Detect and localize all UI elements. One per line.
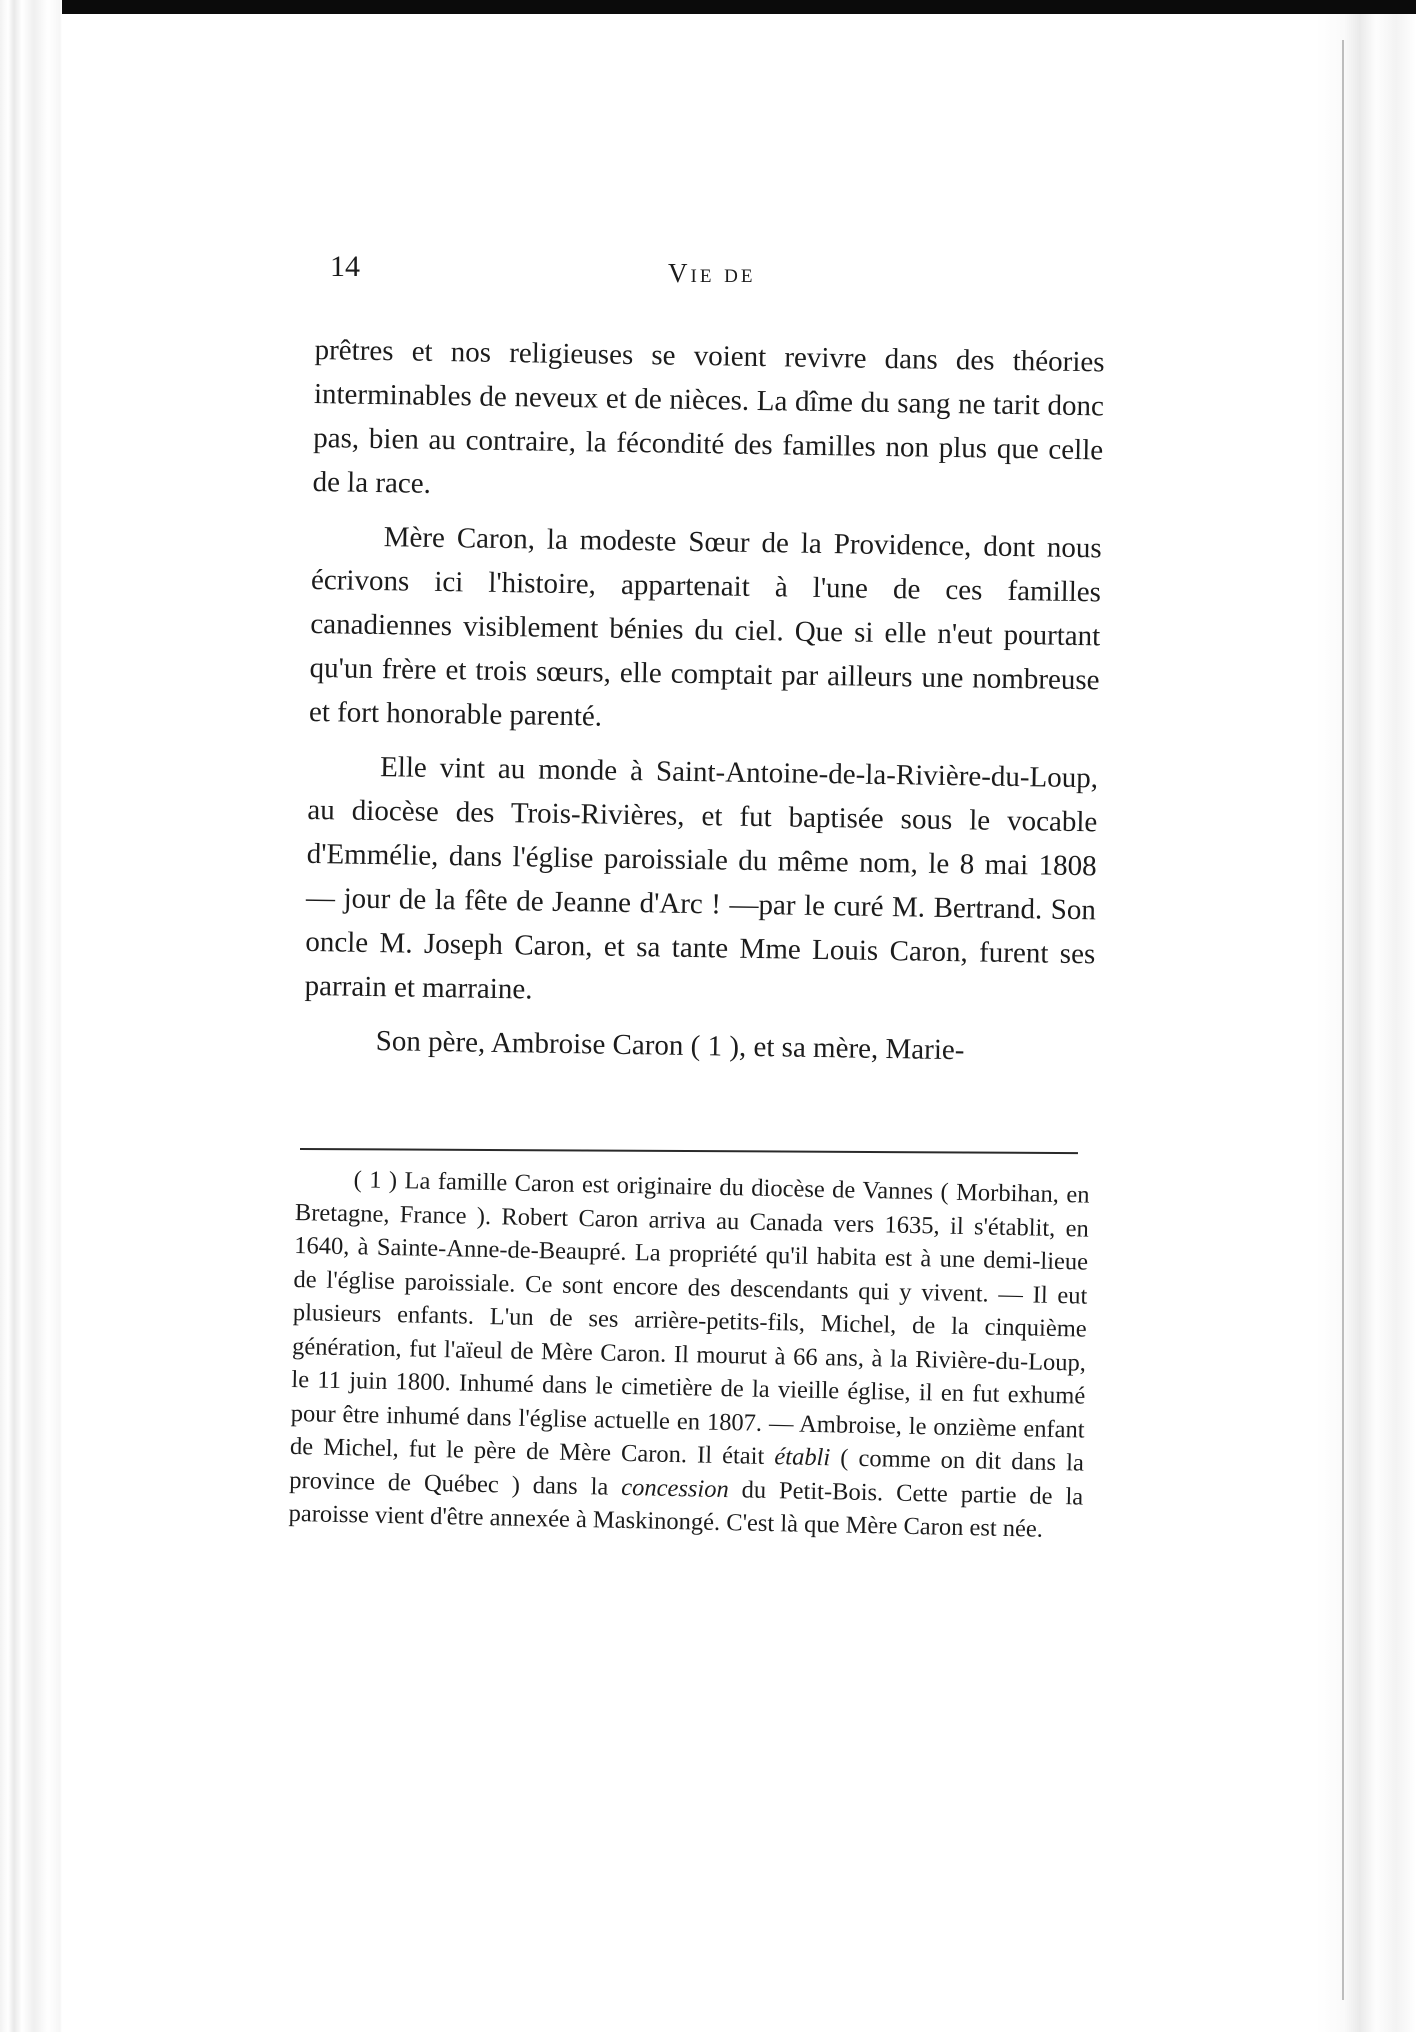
scan-right-gutter: [1316, 14, 1416, 2032]
scan-left-edge: [0, 0, 62, 2032]
footnote-part: ( comme on dit dans la province de Québec ) dans la: [289, 1444, 1085, 1501]
footnote-separator: [300, 1148, 1078, 1154]
footnote-part: ( 1 ) La famille Caron est originaire du diocèse de Vannes ( Morbihan, en Bretagne, France ). Robert Caron arriva au Canada vers 1635, il s'établit, en 1640, à Sainte-Anne-de-Beaupré. La propriété qu'il habita est à une demi-lieue de l'église paroissiale. Ce sont encore des descendants qui y vivent. — Il eut plusieurs enfants. L'un de ses arrière-petits-fils, Michel, de la cinquième génération, fut l'aïeul de Mère Caron. Il mourut à 66 ans, à la Rivière-du-Loup, le 11 juin 1800. Inhumé dans le cimetière de la vieille église, il en fut exhumé pour être inhumé dans l'église actuelle en 1807. — Ambroise, le onzième enfant de Michel, fut le père de Mère Caron. Il était: [289, 1166, 1090, 1470]
running-head: Vie de: [668, 258, 756, 288]
paragraph: Elle vint au monde à Saint-Antoine-de-la-Rivière-du-Loup, au diocèse des Trois-Rivières, et fut baptisée sous le vocable d'Emmélie, dans l'église paroissiale du même nom, le 8 mai 1808 — jour de la fête de Jeanne d'Arc ! —par le curé M. Bertrand. Son oncle M. Joseph Caron, et sa tante Mme Louis Caron, furent ses parrain et marraine.: [304, 751, 1099, 1006]
paragraph: Son père, Ambroise Caron ( 1 ), et sa mère, Marie-: [375, 1025, 965, 1067]
page-number: 14: [330, 250, 360, 283]
scan-page-edge-line: [1342, 40, 1344, 2000]
footnote-italic: concession: [620, 1473, 730, 1503]
body-text: [303, 328, 1104, 1074]
footnote: [288, 1162, 1090, 1547]
paragraph: prêtres et nos religieuses se voient revivre dans des théories interminables de neveux et de nièces. La dîme du sang ne tarit donc pas, bien au contraire, la fécondité des familles non plus que celle de la race.: [312, 333, 1105, 500]
paragraph: Mère Caron, la modeste Sœur de la Providence, dont nous écrivons ici l'histoire, appartenait à l'une de ces familles canadiennes visiblement bénies du ciel. Que si elle n'eut pourtant qu'un frère et trois sœurs, elle comptait par ailleurs une nombreuse et fort honorable parenté.: [308, 521, 1102, 733]
scan-top-border: [0, 0, 1416, 14]
footnote-text: [288, 1162, 1090, 1547]
footnote-italic: établi: [774, 1443, 831, 1472]
footnote-part: du Petit-Bois. Cette partie de la paroisse vient d'être annexée à Maskinongé. C'est là que Mère Caron est née.: [288, 1475, 1084, 1543]
